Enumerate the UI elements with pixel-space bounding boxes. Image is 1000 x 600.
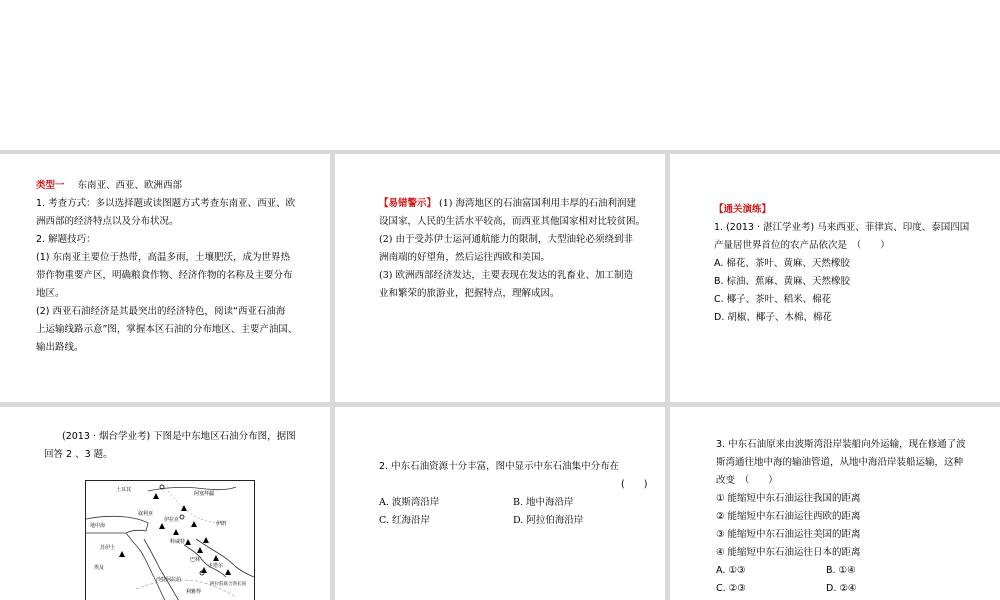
option-d: D. 阿拉伯海沿岸 bbox=[513, 515, 584, 526]
option-a: A. 波斯湾沿岸 bbox=[379, 497, 440, 508]
question-line: 3. 中东石油原来由波斯湾沿岸装船向外运输，现在修通了波 bbox=[716, 439, 966, 450]
slide-practice[interactable] bbox=[670, 154, 1000, 402]
map-label-mediterranean: 地中海 bbox=[90, 523, 106, 529]
statement-4: ④ 能缩短中东石油运往日本的距离 bbox=[716, 547, 861, 558]
question-line: 改变 （ ） bbox=[716, 475, 778, 486]
oil-field-icon bbox=[197, 547, 203, 553]
text-line: 2. 解题技巧： bbox=[36, 234, 96, 245]
map-label-uae: 阿拉伯联合酋长国 bbox=[210, 582, 246, 587]
map-label-iraq: 伊拉克 bbox=[164, 517, 180, 523]
oil-field-icon bbox=[159, 523, 165, 529]
statement-1: ① 能缩短中东石油运往我国的距离 bbox=[716, 493, 861, 504]
type-title: 东南亚、西亚、欧洲西部 bbox=[77, 180, 183, 191]
oil-field-icon bbox=[213, 555, 219, 561]
practice-label: 【通关演练】 bbox=[714, 204, 772, 215]
text-line: 业和繁荣的旅游业，把握特点，理解成因。 bbox=[379, 288, 560, 299]
statement-2: ② 能缩短中东石油运往西欧的距离 bbox=[716, 511, 861, 522]
text-line: 洲西部的经济特点以及分布状况。 bbox=[36, 216, 179, 227]
text-line: 洲南端的好望角，然后运往西欧和美国。 bbox=[379, 252, 551, 263]
warning-label: 【易错警示】 bbox=[379, 198, 437, 209]
question-line: 1. (2013 · 湛江学业考) 马来西亚、菲律宾、印度、泰国四国 bbox=[714, 222, 970, 233]
question-line: 斯湾通往地中海的输油管道，从地中海沿岸装船运输，这种 bbox=[716, 457, 964, 468]
map-label-riyadh: 利雅得 bbox=[186, 589, 202, 595]
question-text: 2. 中东石油资源十分丰富，图中显示中东石油集中分布在 bbox=[379, 461, 620, 472]
map-label-iran: 伊朗 bbox=[216, 521, 227, 527]
map-label-azerbaijan: 阿塞拜疆 bbox=[194, 491, 215, 497]
slide-question-3[interactable] bbox=[670, 407, 1000, 600]
oil-field-icon bbox=[225, 569, 231, 575]
map-drawing bbox=[86, 481, 254, 600]
text-line: (1) 东南亚主要位于热带，高温多雨，土壤肥沃，成为世界热 bbox=[36, 252, 290, 263]
type-heading bbox=[36, 180, 182, 192]
text-line: 带作物重要产区，明确粮食作物、经济作物的名称及主要分布 bbox=[36, 270, 293, 281]
text-line: 1. 考查方式：多以选择题或读图题方式考查东南亚、西亚、欧 bbox=[36, 198, 296, 209]
text-line: (2) 西亚石油经济是其最突出的经济特色，阅读“西亚石油海 bbox=[36, 306, 286, 317]
oil-field-icon bbox=[181, 505, 187, 511]
map-label-kuwait: 科威特 bbox=[170, 539, 186, 545]
slide-question-2[interactable] bbox=[335, 407, 665, 600]
oil-field-icon bbox=[153, 493, 159, 499]
slide-type-one[interactable] bbox=[0, 154, 330, 402]
map-label-syria: 叙利亚 bbox=[138, 511, 154, 517]
capital-icon bbox=[180, 515, 184, 519]
text-line: 上运输线路示意”图，掌握本区石油的分布地区、主要产油国、 bbox=[36, 324, 298, 335]
oil-field-icon bbox=[203, 537, 209, 543]
option-c: C. 椰子、茶叶、稻米、棉花 bbox=[714, 294, 832, 305]
text-line: 输出路线。 bbox=[36, 342, 84, 353]
question-line: 产量居世界首位的农产品依次是 （ ） bbox=[714, 240, 890, 251]
map-label-bahrain: 巴林 bbox=[190, 557, 201, 563]
text-line: 地区。 bbox=[36, 288, 65, 299]
oil-field-icon bbox=[173, 529, 179, 535]
text-line: (3) 欧洲西部经济发达，主要表现在发达的乳畜业、加工制造 bbox=[379, 270, 633, 281]
option-c: C. ②③ bbox=[716, 583, 746, 594]
map-label-turkey: 土耳其 bbox=[116, 487, 132, 493]
red-sea-east-coast bbox=[144, 539, 180, 600]
text-line: 设国家，人民的生活水平较高，而西亚其他国家相对比较贫困。 bbox=[379, 216, 646, 227]
oil-field-icon bbox=[185, 539, 191, 545]
type-label: 类型一 bbox=[36, 180, 65, 191]
slide-map-intro[interactable] bbox=[0, 407, 330, 600]
map-label-saudi: 沙特阿拉伯 bbox=[156, 577, 182, 583]
map-label-suez: 苏伊士 bbox=[100, 545, 116, 551]
option-b: B. ①④ bbox=[826, 565, 856, 576]
intro-line: (2013 · 烟台学业考) 下图是中东地区石油分布图，据图 bbox=[62, 431, 296, 442]
map-label-egypt: 埃及 bbox=[94, 565, 105, 571]
oil-field-icon bbox=[191, 521, 197, 527]
option-a: A. 棉花、茶叶、黄麻、天然橡胶 bbox=[714, 258, 850, 269]
text-line: (1) 海湾地区的石油富国利用丰厚的石油利润建 bbox=[439, 198, 637, 209]
warning-first-line bbox=[379, 198, 636, 210]
answer-bracket: ( ) bbox=[621, 479, 648, 490]
option-c: C. 红海沿岸 bbox=[379, 515, 430, 526]
header-band bbox=[0, 0, 1000, 150]
middle-east-oil-map bbox=[85, 480, 255, 600]
option-b: B. 棕油、蕉麻、黄麻、天然橡胶 bbox=[714, 276, 851, 287]
statement-3: ③ 能缩短中东石油运往美国的距离 bbox=[716, 529, 861, 540]
option-d: D. 胡椒、椰子、木棉、棉花 bbox=[714, 312, 832, 323]
oil-field-icon bbox=[119, 551, 125, 557]
map-label-qatar: 卡塔尔 bbox=[208, 563, 224, 569]
text-line: (2) 由于受苏伊士运河通航能力的限制，大型油轮必须绕到非 bbox=[379, 234, 633, 245]
intro-line: 回答 2 、3 题。 bbox=[44, 449, 113, 460]
option-b: B. 地中海沿岸 bbox=[513, 497, 574, 508]
slide-error-warning[interactable] bbox=[335, 154, 665, 402]
option-d: D. ②④ bbox=[826, 583, 857, 594]
option-a: A. ①③ bbox=[716, 565, 746, 576]
